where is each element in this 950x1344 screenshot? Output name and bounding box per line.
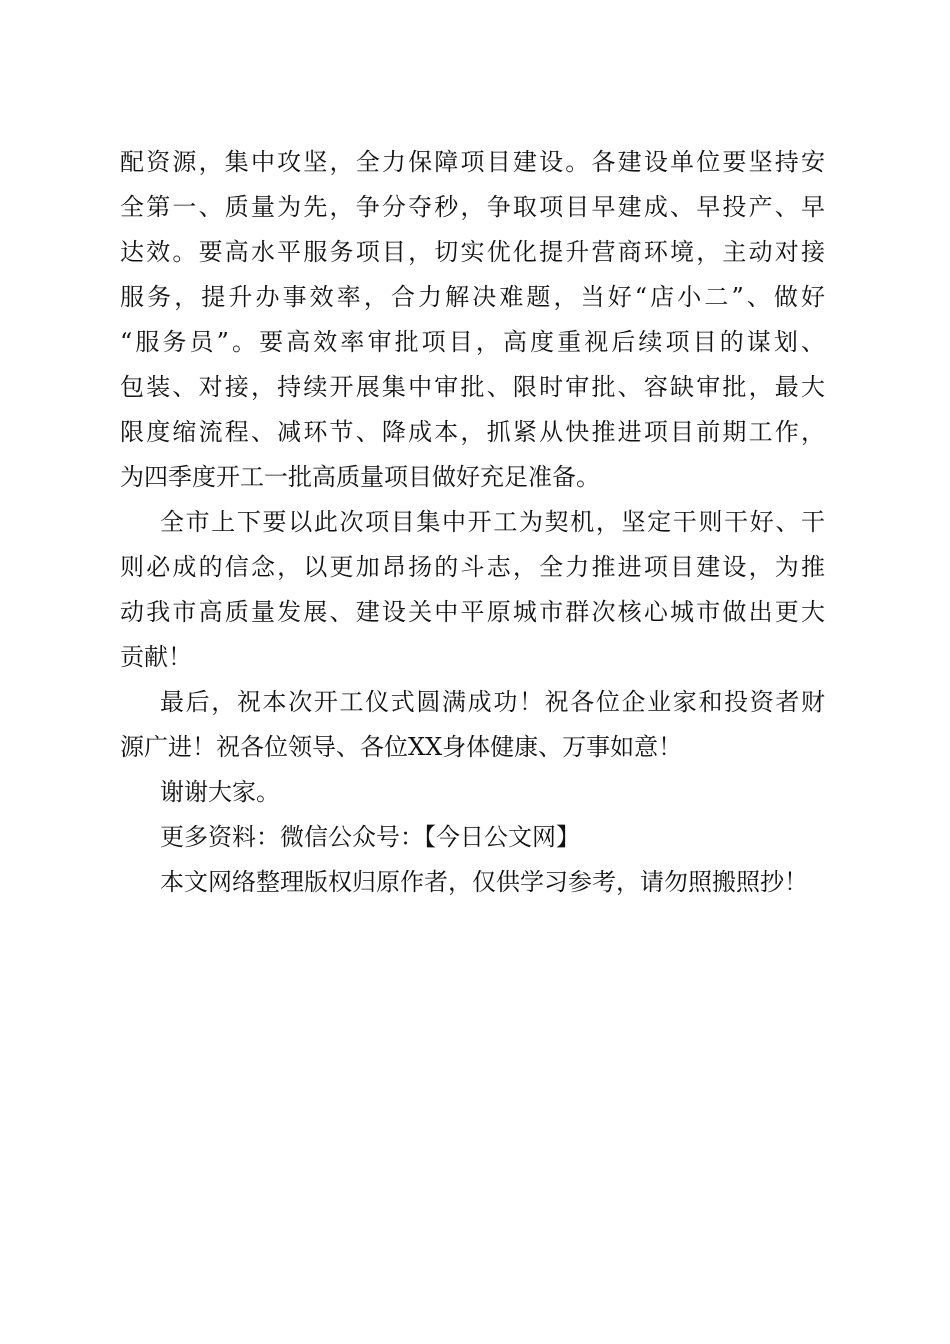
closing-thanks: 谢谢大家。	[160, 778, 280, 806]
paragraph-line: 全第一、质量为先，争分夺秒，争取项目早建成、早投产、早	[120, 193, 825, 221]
paragraph-line: 则必成的信念，以更加昂扬的斗志，全力推进项目建设，为推	[120, 553, 825, 581]
paragraph-line: 最后，祝本次开工仪式圆满成功！祝各位企业家和投资者财	[160, 688, 825, 716]
paragraph-line: 达效。要高水平服务项目，切实优化提升营商环境，主动对接	[120, 238, 825, 266]
document-body	[120, 140, 825, 905]
paragraph-line: “服务员”。要高效率审批项目，高度重视后续项目的谋划、	[120, 328, 825, 356]
more-resources-note: 更多资料：微信公众号：【今日公文网】	[160, 823, 580, 851]
paragraph-line: 包装、对接，持续开展集中审批、限时审批、容缺审批，最大	[120, 373, 825, 401]
paragraph-line: 动我市高质量发展、建设关中平原城市群次核心城市做出更大	[120, 598, 825, 626]
paragraph-line: 源广进！祝各位领导、各位XX身体健康、万事如意！	[120, 733, 683, 761]
paragraph-line: 配资源，集中攻坚，全力保障项目建设。各建设单位要坚持安	[120, 148, 825, 176]
paragraph-line: 限度缩流程、减环节、降成本，抓紧从快推进项目前期工作，	[120, 418, 825, 446]
paragraph-line: 为四季度开工一批高质量项目做好充足准备。	[120, 463, 600, 491]
paragraph-line: 贡献！	[120, 643, 192, 671]
paragraph-line: 服务，提升办事效率，合力解决难题，当好“店小二”、做好	[120, 283, 825, 311]
paragraph-line: 全市上下要以此次项目集中开工为契机，坚定干则干好、干	[160, 508, 825, 536]
copyright-note: 本文网络整理版权归原作者，仅供学习参考，请勿照搬照抄！	[160, 868, 808, 896]
